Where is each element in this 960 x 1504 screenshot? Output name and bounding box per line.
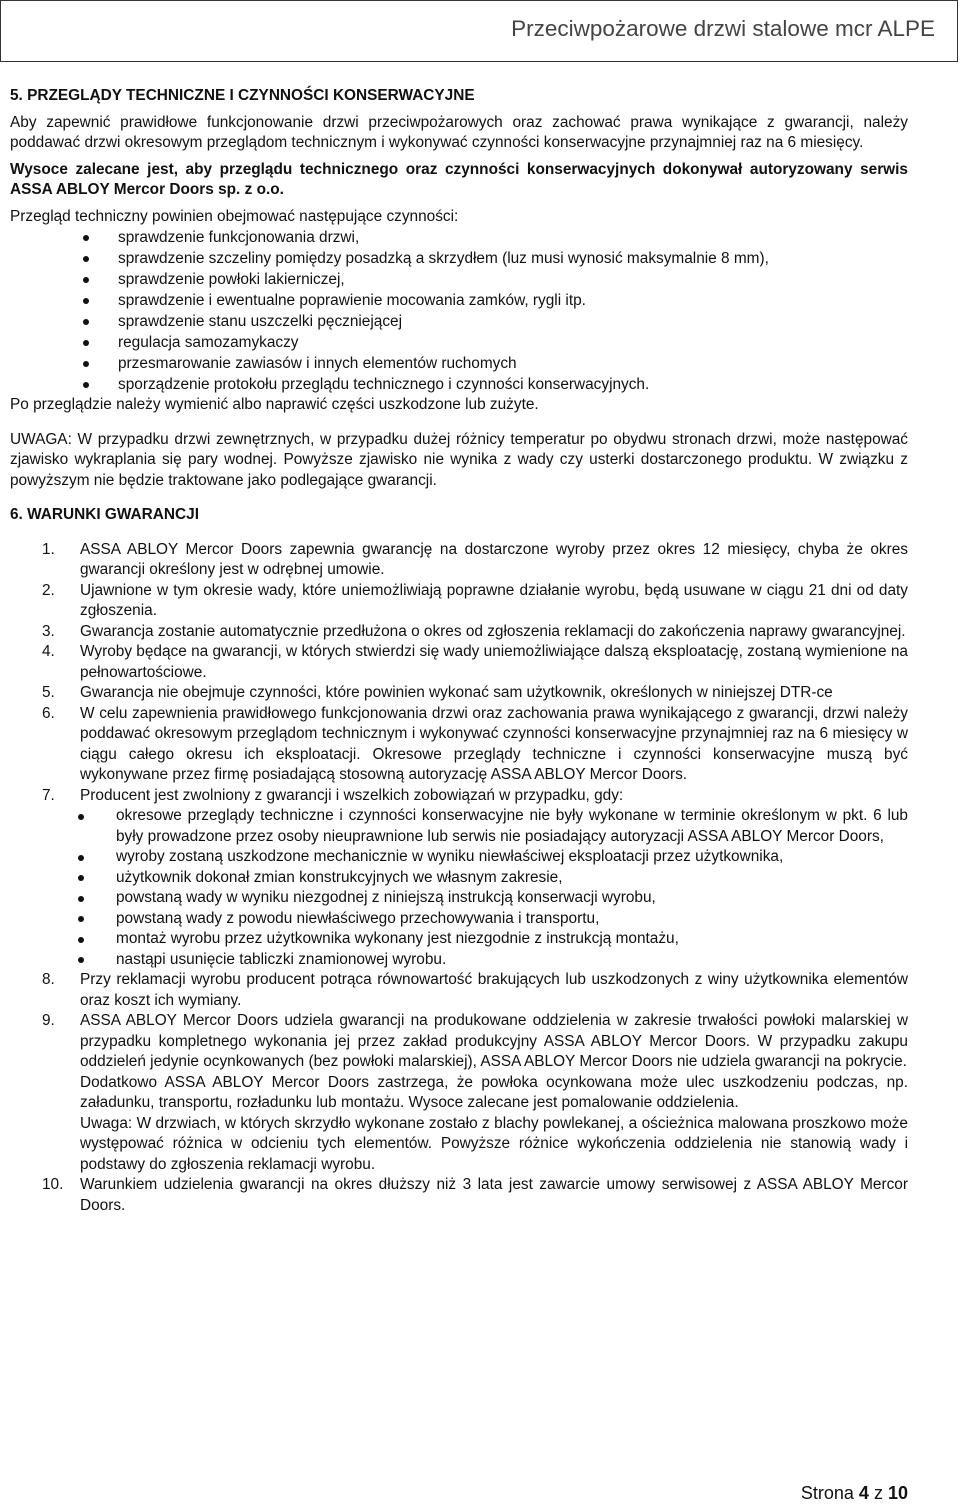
bullet-icon — [78, 896, 84, 902]
list-item: 3. Gwarancja zostanie automatycznie przedłużona o okres od zgłoszenia reklamacji do zakończenia naprawy gwarancyjnej. — [42, 622, 906, 640]
list-item: sporządzenie protokołu przeglądu technicznego i czynności konserwacyjnych. — [10, 374, 908, 395]
section-6-heading: 6. WARUNKI GWARANCJI — [10, 506, 199, 523]
service-recommendation: Wysoce zalecane jest, aby przeglądu technicznego oraz czynności konserwacyjnych dokonywał autoryzowany serwis ASSA ABLOY Mercor Doors sp. z o.o. — [10, 160, 908, 198]
bullet-icon — [78, 916, 84, 922]
list-item: montaż wyrobu przez użytkownika wykonany jest niezgodnie z instrukcją montażu, — [80, 929, 908, 950]
galvanized-coating-note: Dodatkowo ASSA ABLOY Mercor Doors zastrzega, że powłoka ocynkowana może ulec uszkodzeniu podczas, np. załadunku, transportu, rozładunku lub montażu. Wysoce zalecane jest pomalowanie oddzielenia. — [80, 1073, 908, 1111]
list-item: sprawdzenie szczeliny pomiędzy posadzką a skrzydłem (luz musi wynosić maksymalnie 8 mm), — [10, 248, 908, 269]
bullet-icon — [83, 382, 89, 388]
bullet-icon — [83, 340, 89, 346]
bullet-icon — [83, 361, 89, 367]
condensation-warning: UWAGA: W przypadku drzwi zewnętrznych, w przypadku dużej różnicy temperatur po obydwu stronach drzwi, może następować zjawisko wykraplania się pary wodnej. Powyższe zjawisko nie wynika z wady czy usterki dostarczonego produktu. W związku z powyższym nie będzie traktowane jako podlegające gwarancji. — [10, 430, 908, 489]
bullet-icon — [83, 277, 89, 283]
list-item: powstaną wady w wyniku niezgodnej z niniejszą instrukcją konserwacji wyrobu, — [80, 888, 908, 909]
bullet-icon — [78, 937, 84, 943]
list-item: sprawdzenie i ewentualne poprawienie mocowania zamków, rygli itp. — [10, 290, 908, 311]
list-item: nastąpi usunięcie tabliczki znamionowej wyrobu. — [80, 950, 908, 971]
document-title: Przeciwpożarowe drzwi stalowe mcr ALPE — [511, 16, 935, 41]
list-item: okresowe przeglądy techniczne i czynności konserwacyjne nie były wykonane w terminie określonym w pkt. 6 lub były prowadzone przez osoby nieuprawnione lub serwis nie posiadający autoryzacji ASSA ABLOY Mercor Doors, — [80, 806, 908, 847]
bullet-icon — [78, 814, 84, 820]
exclusion-list — [80, 806, 908, 970]
warranty-conditions — [10, 540, 908, 1217]
list-item: sprawdzenie powłoki lakierniczej, — [10, 269, 908, 290]
bullet-icon — [83, 235, 89, 241]
bullet-icon — [83, 298, 89, 304]
bullet-icon — [83, 319, 89, 325]
list-item: 1. ASSA ABLOY Mercor Doors zapewnia gwarancję na dostarczone wyroby przez okres 12 miesięcy, chyba że okres gwarancji określony jest w odrębnej umowie. — [42, 540, 908, 578]
bullet-icon — [78, 875, 84, 881]
list-item: 7. Producent jest zwolniony z gwarancji i wszelkich zobowiązań w przypadku, gdy: okresowe przeglądy techniczne i czynności konserwacyjne nie były wykonane w terminie określonym w pkt. 6 lub były prowadzone przez osoby nieuprawnione lub serwis nie posiadający autoryzacji ASSA ABLOY Mercor Doors, wyroby zostaną uszkodzone mechanicznie w wyniku niewłaściwej eksploatacji przez użytkownika, użytkownik dokonał zmian konstrukcyjnych we własnym zakresie, powstaną wady w wyniku niezgodnej z niniejszą instrukcją konserwacji wyrobu, powstaną wady z powodu niewłaściwego przechowywania i transportu, montaż wyrobu przez użytkownika wykonany jest niezgodnie z instrukcją montażu, nastąpi usunięcie tabliczki znamionowej wyrobu. — [10, 786, 908, 971]
list-item: 5. Gwarancja nie obejmuje czynności, które powinien wykonać sam użytkownik, określonych w niniejszej DTR-ce — [42, 684, 833, 701]
list-item: wyroby zostaną uszkodzone mechanicznie w wyniku niewłaściwej eksploatacji przez użytkownika, — [80, 847, 908, 868]
checklist-intro: Przegląd techniczny powinien obejmować następujące czynności: — [10, 207, 459, 225]
page-content — [10, 86, 908, 1216]
after-inspection-note: Po przeglądzie należy wymienić albo naprawić części uszkodzone lub zużyte. — [10, 396, 539, 413]
inspection-checklist — [10, 227, 908, 395]
bullet-icon — [83, 256, 89, 262]
section-5-heading: 5. PRZEGLĄDY TECHNICZNE I CZYNNOŚCI KONSERWACYJNE — [10, 87, 475, 104]
page-number: Strona 4 z 10 — [800, 1483, 908, 1503]
list-item: 6. W celu zapewnienia prawidłowego funkcjonowania drzwi oraz zachowania prawa wynikającego z gwarancji, drzwi należy poddawać okresowym przeglądom technicznym i wykonywać czynności konserwacyjne przynajmniej raz na 6 miesięcy w ciągu całego okresu ich eksploatacji. Okresowe przeglądy techniczne i czynności konserwacyjne muszą być wykonywane przez firmę posiadającą stosowną autoryzację ASSA ABLOY Mercor Doors. — [42, 704, 908, 783]
list-item: regulacja samozamykaczy — [10, 332, 908, 353]
list-item: sprawdzenie funkcjonowania drzwi, — [10, 227, 908, 248]
list-item: 2. Ujawnione w tym okresie wady, które uniemożliwiają poprawne działanie wyrobu, będą usuwane w ciągu 21 dni od daty zgłoszenia. — [42, 581, 908, 619]
list-item: przesmarowanie zawiasów i innych elementów ruchomych — [10, 353, 908, 374]
list-item: 8. Przy reklamacji wyrobu producent potrąca równowartość brakujących lub uszkodzonych z winy użytkownika elementów oraz koszt ich wymiany. — [42, 971, 908, 1009]
shade-difference-note: Uwaga: W drzwiach, w których skrzydło wykonane zostało z blachy powlekanej, a ościeżnica malowana proszkowo może występować różnica w odcieniu tych elementów. Powyższe różnice wykończenia oddzielenia nie stanowią wady i podstawy do zgłoszenia reklamacji wyrobu. — [80, 1114, 908, 1173]
list-item: sprawdzenie stanu uszczelki pęczniejącej — [10, 311, 908, 332]
page-header — [0, 0, 958, 62]
list-item: 9. ASSA ABLOY Mercor Doors udziela gwarancji na produkowane oddzielenia w zakresie trwałości powłoki malarskiej w przypadku kompletnego wykonania jej przez zakład produkcyjny ASSA ABLOY Mercor Doors. W przypadku zakupu oddzieleń jedynie ocynkowanych (bez powłoki malarskiej), ASSA ABLOY Mercor Doors nie udziela gwarancji na pokrycie. Dodatkowo ASSA ABLOY Mercor Doors zastrzega, że powłoka ocynkowana może ulec uszkodzeniu podczas, np. załadunku, transportu, rozładunku lub montażu. Wysoce zalecane jest pomalowanie oddzielenia. Uwaga: W drzwiach, w których skrzydło wykonane zostało z blachy powlekanej, a ościeżnica malowana proszkowo może występować różnica w odcieniu tych elementów. Powyższe różnice wykończenia oddzielenia nie stanowią wady i podstawy do zgłoszenia reklamacji wyrobu. — [10, 1011, 908, 1175]
list-item: powstaną wady z powodu niewłaściwego przechowywania i transportu, — [80, 909, 908, 930]
list-item: użytkownik dokonał zmian konstrukcyjnych we własnym zakresie, — [80, 868, 908, 889]
bullet-icon — [78, 855, 84, 861]
list-item: 10. Warunkiem udzielenia gwarancji na okres dłuższy niż 3 lata jest zawarcie umowy serwisowej z ASSA ABLOY Mercor Doors. — [42, 1176, 908, 1214]
list-item: 4. Wyroby będące na gwarancji, w których stwierdzi się wady uniemożliwiające dalszą eksploatację, zostaną wymienione na pełnowartościowe. — [42, 643, 908, 681]
section-5-intro: Aby zapewnić prawidłowe funkcjonowanie drzwi przeciwpożarowych oraz zachować prawa wynikające z gwarancji, należy poddawać drzwi okresowym przeglądom technicznym i wykonywać czynności konserwacyjne przynajmniej raz na 6 miesięcy. — [10, 113, 908, 151]
bullet-icon — [78, 957, 84, 963]
